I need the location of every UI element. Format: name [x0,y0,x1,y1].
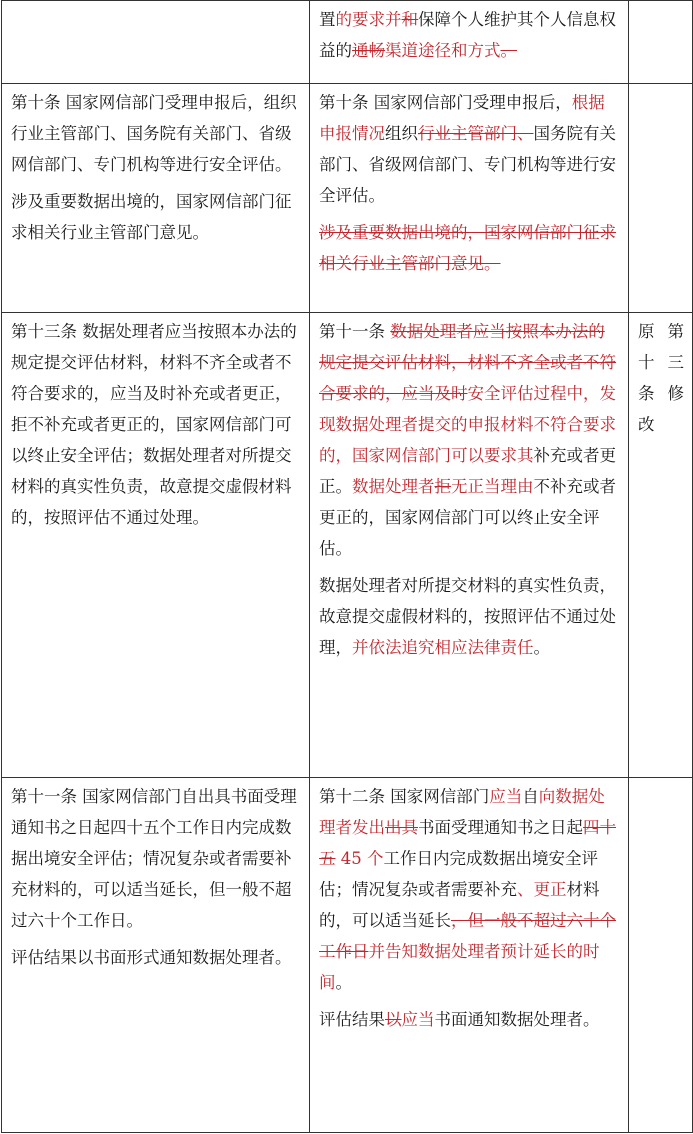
inserted-text: 并依法追究相应法律责任 [352,638,534,657]
deleted-text: 涉及重要数据出境的，国家网信部门征求相关行业主管部门意见。 [319,223,616,273]
unchanged-text: 第十二条 国家网信部门 [319,787,490,806]
old-paragraph: 评估结果以书面形式通知数据处理者。 [11,948,292,967]
inserted-text: 向数据处理者发出 [319,787,605,837]
deleted-text: 。 [500,41,517,60]
old-paragraph: 涉及重要数据出境的，国家网信部门征求相关行业主管部门意见。 [11,192,292,242]
inserted-text: 应当 [401,1010,435,1029]
new-text-cell [310,778,629,1133]
unchanged-text: 不补充或者更正的，国家网信部门可以终止安全评估。 [319,477,616,558]
unchanged-text: 书面通知数据处理者。 [434,1010,600,1029]
unchanged-text: 评估结果 [319,1010,385,1029]
inserted-text: 渠道途径和方式 [385,41,501,60]
old-text-cell [2,778,310,1133]
unchanged-text: 第十条 国家网信部门受理申报后， [319,93,572,112]
deleted-text: 拒 [434,477,451,496]
inserted-text: 数据处理者 [352,477,435,496]
inserted-text: 并告知数据处理者预计延长的时间 [319,942,600,992]
deleted-text: 行业主管部门、 [418,124,534,143]
unchanged-text: 补充或者更正。 [319,446,616,496]
deleted-text: 以 [385,1010,402,1029]
note-cell: 原第十三条修改 [629,313,693,778]
table-row [2,778,693,1133]
table-row [2,313,693,778]
inserted-text: 安全评估过程中，发现数据处理者提交的申报材料不符合要求的，国家网信部门可以要求其 [319,384,616,465]
old-paragraph: 第十三条 数据处理者应当按照本办法的规定提交评估材料，材料不齐全或者不符合要求的，应当及时补充或者更正，拒不补充或者更正的，国家网信部门可以终止安全评估；数据处理者对所提交材料的真实性负责，故意提交虚假材料的，按照评估不通过处理。 [11,322,297,527]
inserted-text: 、更正 [517,880,567,899]
new-paragraph [319,570,620,663]
new-paragraph [319,316,620,564]
old-text-cell [2,313,310,778]
unchanged-text: 组织 [385,124,418,143]
unchanged-text: 国务院有关部门、省级网信部门、专门机构等进行安全评估。 [319,124,616,205]
unchanged-text: 第十一条 [319,322,391,341]
inserted-text: 根据申报情况 [319,93,605,143]
new-text-cell [310,313,629,778]
inserted-text: 应当 [489,787,523,806]
unchanged-text: 保障个人维护其个人信息权益的 [319,10,616,60]
unchanged-text: 置 [319,10,336,29]
deleted-text: 出具 [385,818,418,837]
unchanged-text: 材料的，可以适当延长 [319,880,600,930]
unchanged-text: 。 [533,638,550,657]
note-cell [629,84,693,313]
deleted-text: 四十五 [319,818,616,868]
new-paragraph [319,1004,620,1035]
new-paragraph [319,217,620,279]
unchanged-text: 书面受理通知书之日起 [418,818,583,837]
unchanged-text: 。 [335,973,352,992]
new-paragraph [319,4,620,66]
deleted-text: ，但一般不超过六十个工作日 [319,911,616,961]
table-row [2,1,693,84]
deleted-text: 和 [401,10,418,29]
unchanged-text: 自 [522,787,539,806]
new-text-cell [310,84,629,313]
note-cell [629,1,693,84]
unchanged-text: 工作日内完成数据出境安全评估；情况复杂或者需要补充 [319,849,598,899]
new-text-cell [310,1,629,84]
inserted-text: 的要求并 [335,10,402,29]
unchanged-text: 数据处理者对所提交材料的真实性负责，故意提交虚假材料的，按照评估不通过处理， [319,576,616,657]
table-row [2,84,693,313]
inserted-text: 无正当理由 [451,477,534,496]
old-text-cell [2,84,310,313]
deleted-text: 数据处理者应当按照本办法的规定提交评估材料，材料不齐全或者不符合要求的，应当及时 [319,322,616,403]
deleted-text: 通畅 [352,41,385,60]
comparison-table [1,0,693,1133]
new-paragraph [319,87,620,211]
old-paragraph: 第十条 国家网信部门受理申报后，组织行业主管部门、国务院有关部门、省级网信部门、专门机构等进行安全评估。 [11,93,297,174]
old-text-cell [2,1,310,84]
inserted-text: 45 个 [335,849,384,868]
old-paragraph: 第十一条 国家网信部门自出具书面受理通知书之日起四十五个工作日内完成数据出境安全评估；情况复杂或者需要补充材料的，可以适当延长，但一般不超过六十个工作日。 [11,787,297,930]
new-paragraph [319,781,620,998]
note-cell [629,778,693,1133]
